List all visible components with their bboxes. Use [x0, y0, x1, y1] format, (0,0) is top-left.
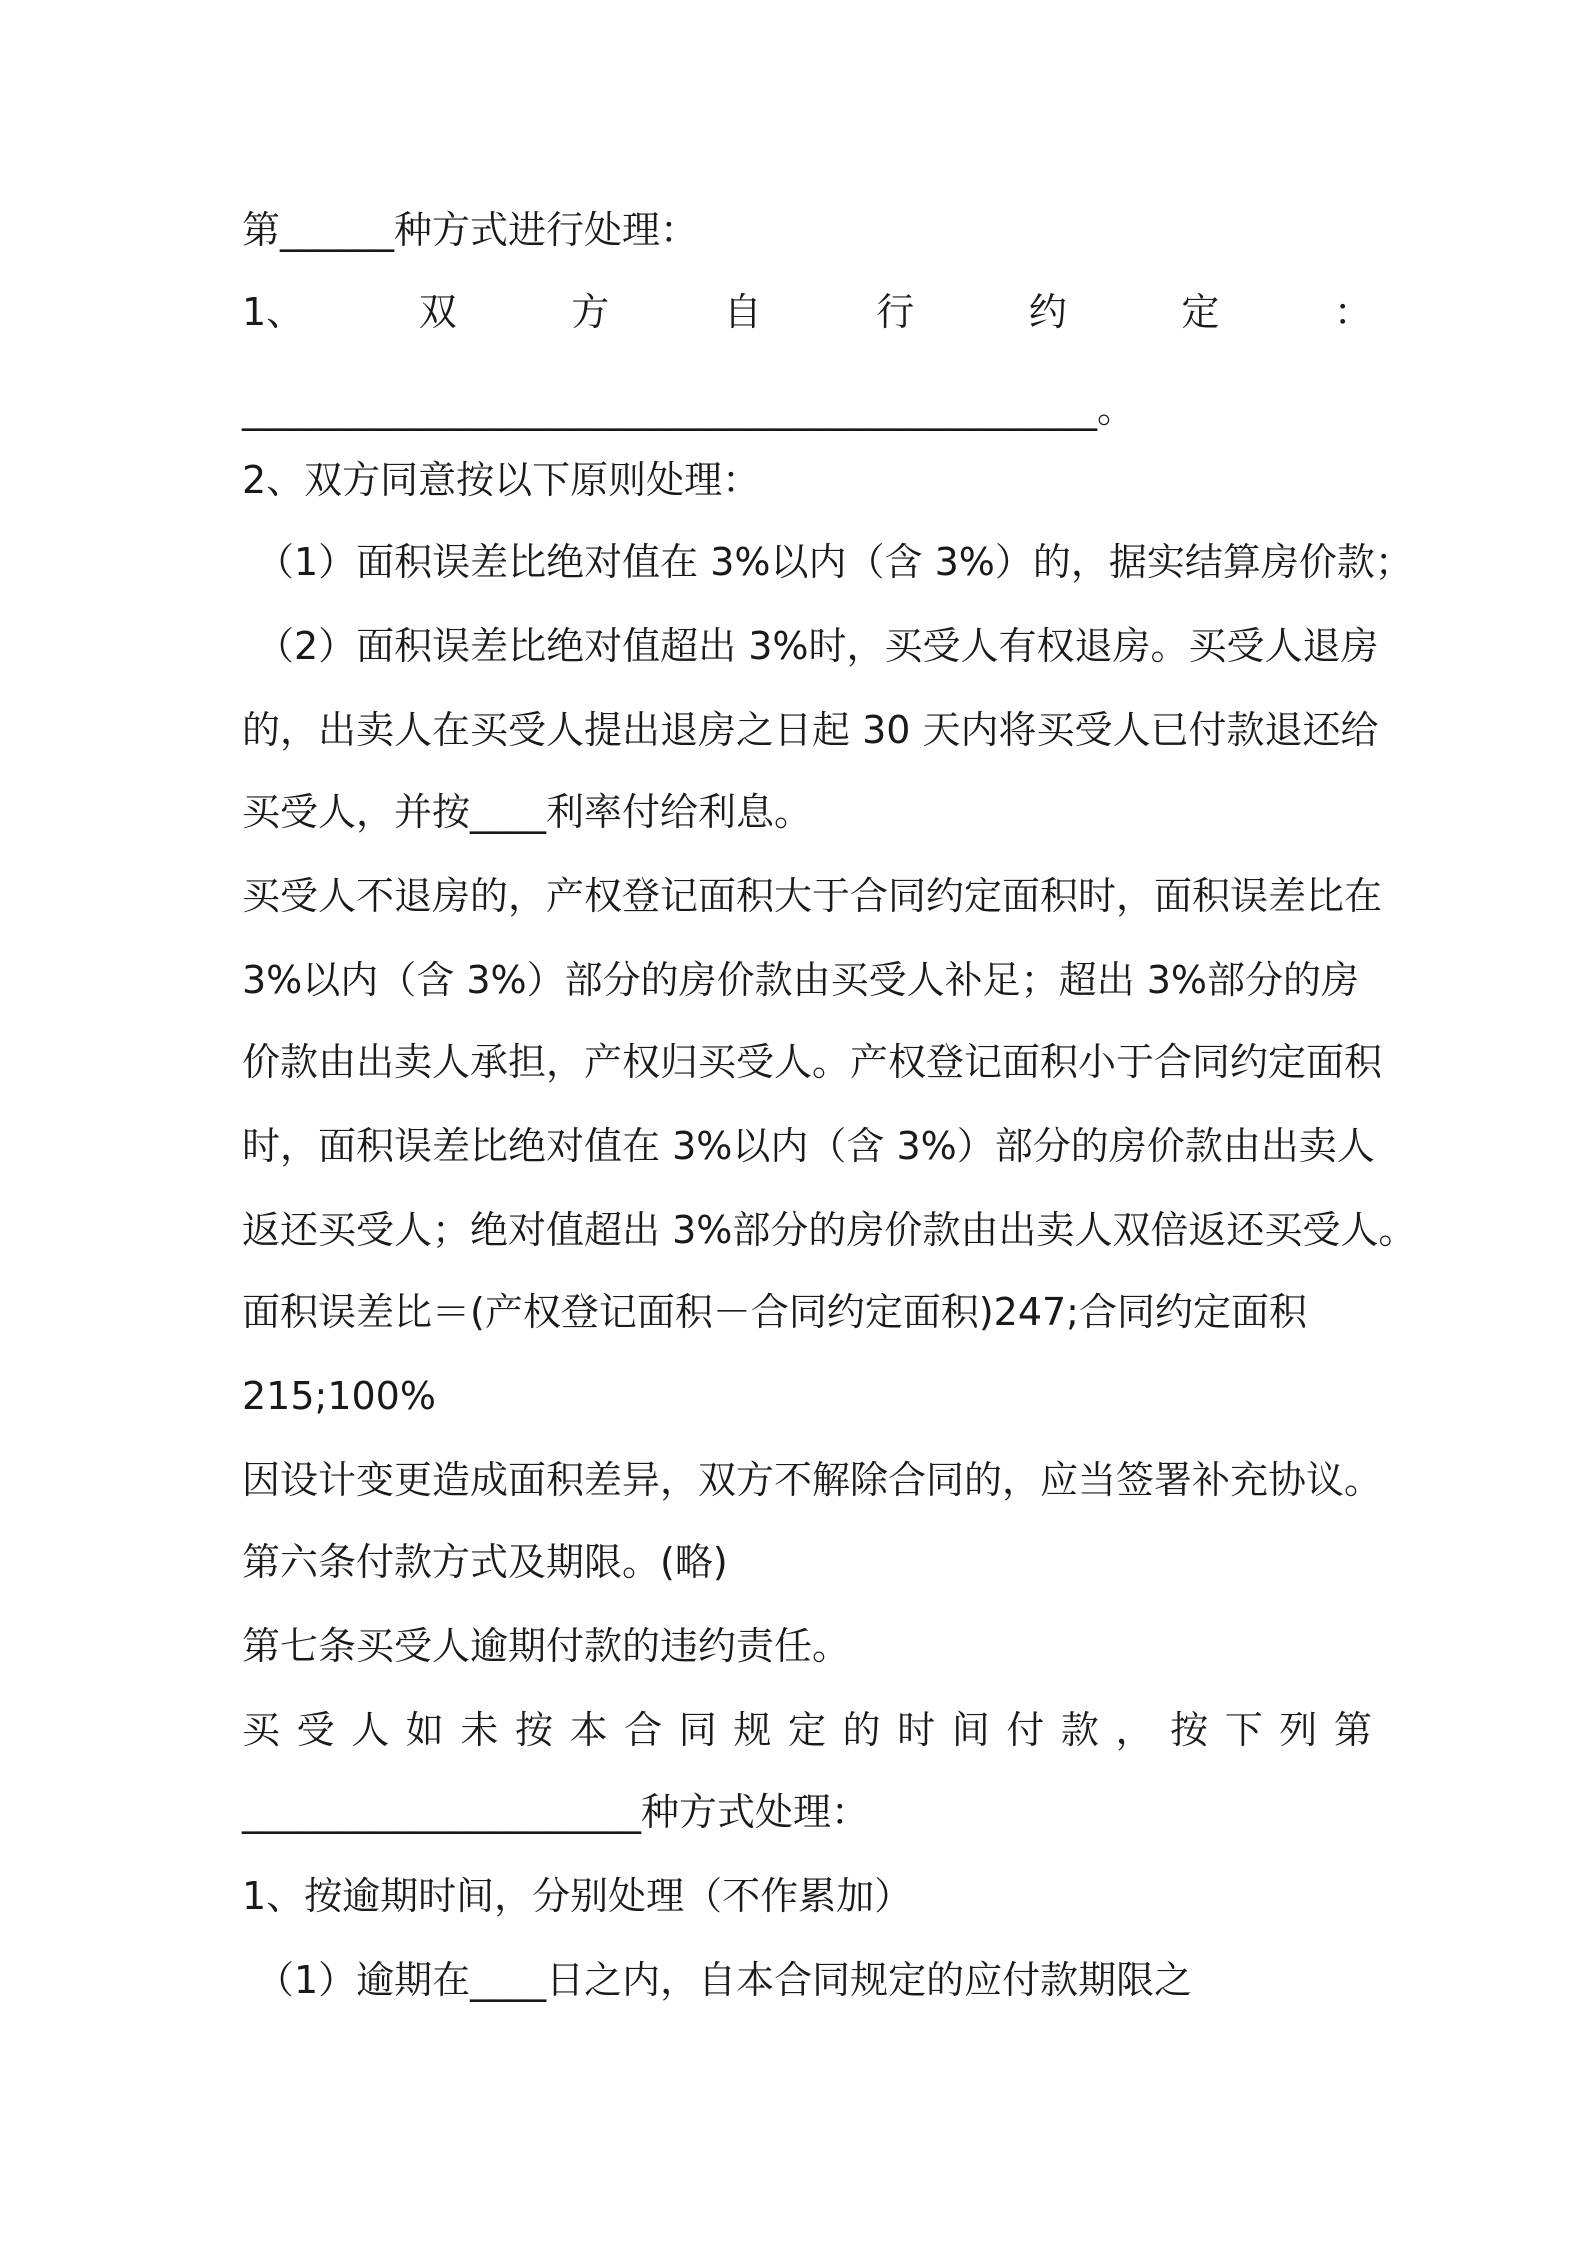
- text-line-21: （1）逾期在____日之内，自本合同规定的应付款期限之: [256, 1958, 1193, 2002]
- text-char: ：: [1333, 290, 1372, 334]
- text-line-1: [242, 287, 1372, 337]
- text-char: 列: [1279, 1708, 1318, 1752]
- text-char: 双: [418, 290, 457, 334]
- text-char: 行: [876, 290, 915, 334]
- text-line-17: 第七条买受人逾期付款的违约责任。: [242, 1624, 851, 1668]
- text-char: 第: [1333, 1708, 1372, 1752]
- text-char: 付: [1006, 1708, 1045, 1752]
- text-char: 本: [569, 1708, 608, 1752]
- text-line-10: 价款由出卖人承担，产权归买受人。产权登记面积小于合同约定面积: [242, 1040, 1383, 1084]
- text-char: 合: [624, 1708, 663, 1752]
- text-char: 约: [1028, 290, 1067, 334]
- text-char: 间: [951, 1708, 990, 1752]
- text-char: ，: [1115, 1708, 1154, 1752]
- text-line-14: 215;100%: [242, 1374, 436, 1418]
- text-line-5: （2）面积误差比绝对值超出 3%时，买受人有权退房。买受人退房: [256, 624, 1379, 668]
- text-char: 下: [1224, 1708, 1263, 1752]
- text-line-12: 返还买受人；绝对值超出 3%部分的房价款由出卖人双倍返还买受人。: [242, 1208, 1417, 1252]
- text-line-20: 1、按逾期时间，分别处理（不作累加）: [242, 1874, 913, 1918]
- text-char: 同: [678, 1708, 717, 1752]
- text-line-18: [242, 1705, 1372, 1755]
- text-line-7: 买受人，并按____利率付给利息。: [242, 790, 813, 834]
- text-line-9: 3%以内（含 3%）部分的房价款由买受人补足；超出 3%部分的房: [242, 958, 1360, 1002]
- text-line-2: _____________________________________________。: [242, 387, 1136, 431]
- text-line-8: 买受人不退房的，产权登记面积大于合同约定面积时，面积误差比在: [242, 874, 1383, 918]
- text-char: 时: [897, 1708, 936, 1752]
- text-line-16: 第六条付款方式及期限。(略): [242, 1540, 728, 1584]
- text-line-4: （1）面积误差比绝对值在 3%以内（含 3%）的，据实结算房价款；: [256, 540, 1413, 584]
- text-char: 定: [787, 1708, 826, 1752]
- text-line-6: 的，出卖人在买受人提出退房之日起 30 天内将买受人已付款退还给: [242, 708, 1379, 752]
- text-char: 定: [1181, 290, 1220, 334]
- text-line-0: 第______种方式进行处理：: [242, 208, 699, 252]
- text-line-15: 因设计变更造成面积差异，双方不解除合同的，应当签署补充协议。: [242, 1458, 1383, 1502]
- text-line-3: 2、双方同意按以下原则处理：: [242, 458, 761, 502]
- text-char: 如: [405, 1708, 444, 1752]
- text-char: 自: [723, 290, 762, 334]
- text-char: 按: [1170, 1708, 1209, 1752]
- text-char: 未: [460, 1708, 499, 1752]
- text-char: 1、: [242, 290, 305, 334]
- text-char: 受: [296, 1708, 335, 1752]
- text-char: 买: [242, 1708, 281, 1752]
- text-line-19: _____________________种方式处理：: [242, 1790, 870, 1834]
- text-char: 方: [571, 290, 610, 334]
- text-char: 人: [351, 1708, 390, 1752]
- text-char: 款: [1060, 1708, 1099, 1752]
- text-line-13: 面积误差比＝(产权登记面积－合同约定面积)247;合同约定面积: [242, 1290, 1307, 1334]
- text-char: 规: [733, 1708, 772, 1752]
- text-line-11: 时，面积误差比绝对值在 3%以内（含 3%）部分的房价款由出卖人: [242, 1124, 1375, 1168]
- text-char: 按: [514, 1708, 553, 1752]
- text-char: 的: [842, 1708, 881, 1752]
